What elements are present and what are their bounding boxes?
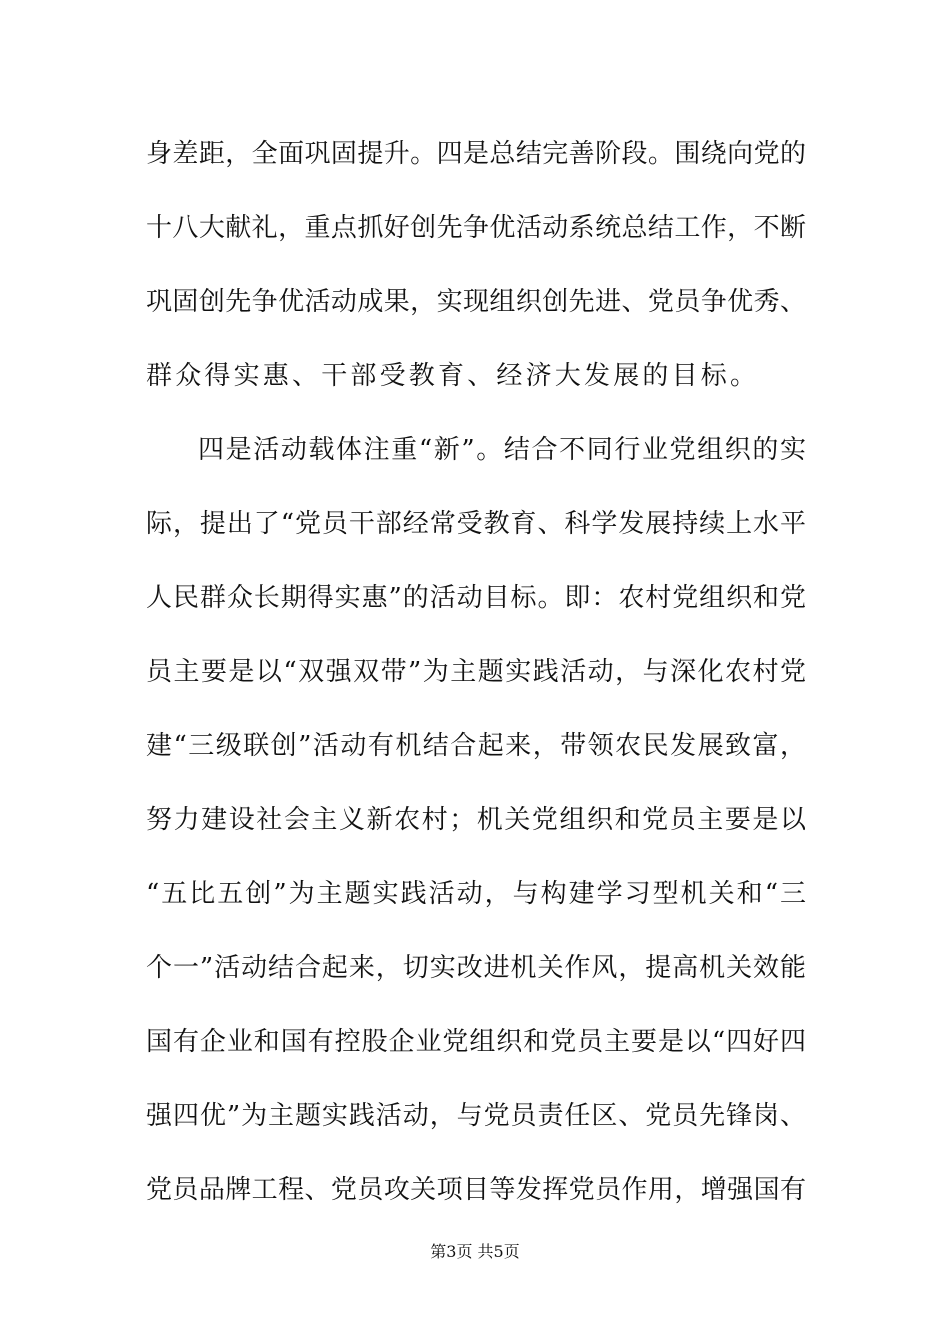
text-line: 国有企业和国有控股企业党组织和党员主要是以“四好四 [146,1027,806,1057]
paragraph-first-line: 四是活动载体注重“新”。结合不同行业党组织的实 [198,435,806,465]
text-line: 人民群众长期得实惠”的活动目标。即：农村党组织和党 [146,583,806,613]
text-line: 际，提出了“党员干部经常受教育、科学发展持续上水平 [146,509,806,539]
text-line: “五比五创”为主题实践活动，与构建学习型机关和“三 [146,879,806,909]
text-line: 员主要是以“双强双带”为主题实践活动，与深化农村党 [146,657,806,687]
text-line: 身差距，全面巩固提升。四是总结完善阶段。围绕向党的 [146,139,806,169]
text-line: 个一”活动结合起来，切实改进机关作风，提高机关效能 [146,953,806,983]
text-line: 党员品牌工程、党员攻关项目等发挥党员作用，增强国有 [146,1175,806,1205]
text-line: 强四优”为主题实践活动，与党员责任区、党员先锋岗、 [146,1101,806,1131]
text-line: 努力建设社会主义新农村；机关党组织和党员主要是以 [146,805,806,835]
text-line: 群众得实惠、干部受教育、经济大发展的目标。 [146,361,760,391]
text-line: 巩固创先争优活动成果，实现组织创先进、党员争优秀、 [146,287,806,317]
page-number-footer: 第3页 共5页 [430,1242,520,1261]
text-line: 建“三级联创”活动有机结合起来，带领农民发展致富， [146,731,806,761]
body-text [146,126,806,1236]
text-line: 十八大献礼，重点抓好创先争优活动系统总结工作，不断 [146,213,806,243]
